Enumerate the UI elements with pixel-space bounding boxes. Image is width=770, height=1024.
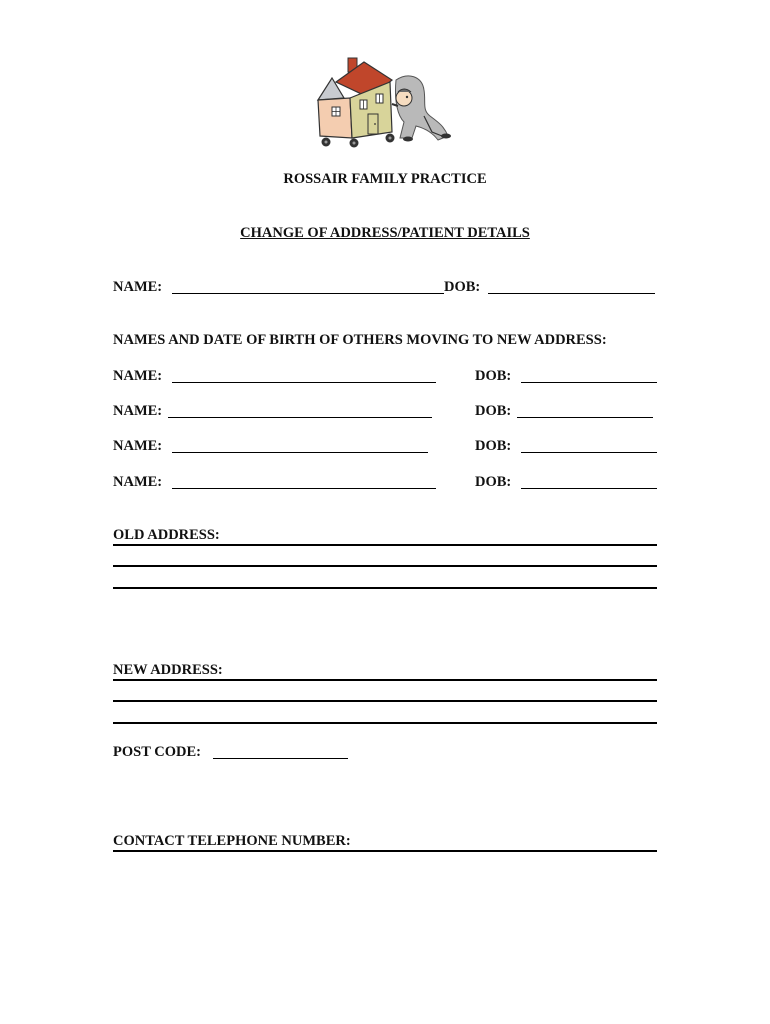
other-name-field-3[interactable] bbox=[172, 452, 428, 453]
other-name-field-1[interactable] bbox=[172, 382, 436, 383]
other-dob-label-1: DOB: bbox=[475, 368, 512, 384]
new-address-line-3[interactable] bbox=[113, 722, 657, 724]
old-address-line-1[interactable] bbox=[113, 544, 657, 546]
house-mover-logo bbox=[312, 52, 460, 152]
practice-name: ROSSAIR FAMILY PRACTICE bbox=[283, 171, 487, 187]
patient-dob-field[interactable] bbox=[488, 293, 655, 294]
old-address-line-3[interactable] bbox=[113, 587, 657, 589]
other-name-label-2: NAME: bbox=[113, 403, 163, 419]
contact-phone-field[interactable] bbox=[113, 850, 657, 852]
other-name-field-2[interactable] bbox=[168, 417, 432, 418]
other-name-field-4[interactable] bbox=[172, 488, 436, 489]
other-name-label-1: NAME: bbox=[113, 368, 163, 384]
new-address-line-1[interactable] bbox=[113, 679, 657, 681]
other-dob-label-4: DOB: bbox=[475, 474, 512, 490]
other-dob-field-2[interactable] bbox=[517, 417, 653, 418]
old-address-label: OLD ADDRESS: bbox=[113, 527, 220, 543]
patient-dob-label: DOB: bbox=[444, 279, 481, 295]
new-address-label: NEW ADDRESS: bbox=[113, 662, 223, 678]
other-name-label-3: NAME: bbox=[113, 438, 163, 454]
others-heading: NAMES AND DATE OF BIRTH OF OTHERS MOVING TO NEW ADDRESS: bbox=[113, 332, 607, 348]
post-code-label: POST CODE: bbox=[113, 744, 201, 760]
form-title: CHANGE OF ADDRESS/PATIENT DETAILS bbox=[240, 225, 530, 241]
other-dob-field-1[interactable] bbox=[521, 382, 657, 383]
contact-phone-label: CONTACT TELEPHONE NUMBER: bbox=[113, 833, 351, 849]
other-dob-label-2: DOB: bbox=[475, 403, 512, 419]
patient-name-field[interactable] bbox=[172, 293, 444, 294]
other-name-label-4: NAME: bbox=[113, 474, 163, 490]
post-code-field[interactable] bbox=[213, 758, 348, 759]
old-address-line-2[interactable] bbox=[113, 565, 657, 567]
other-dob-field-3[interactable] bbox=[521, 452, 657, 453]
patient-name-label: NAME: bbox=[113, 279, 163, 295]
other-dob-label-3: DOB: bbox=[475, 438, 512, 454]
other-dob-field-4[interactable] bbox=[521, 488, 657, 489]
new-address-line-2[interactable] bbox=[113, 700, 657, 702]
